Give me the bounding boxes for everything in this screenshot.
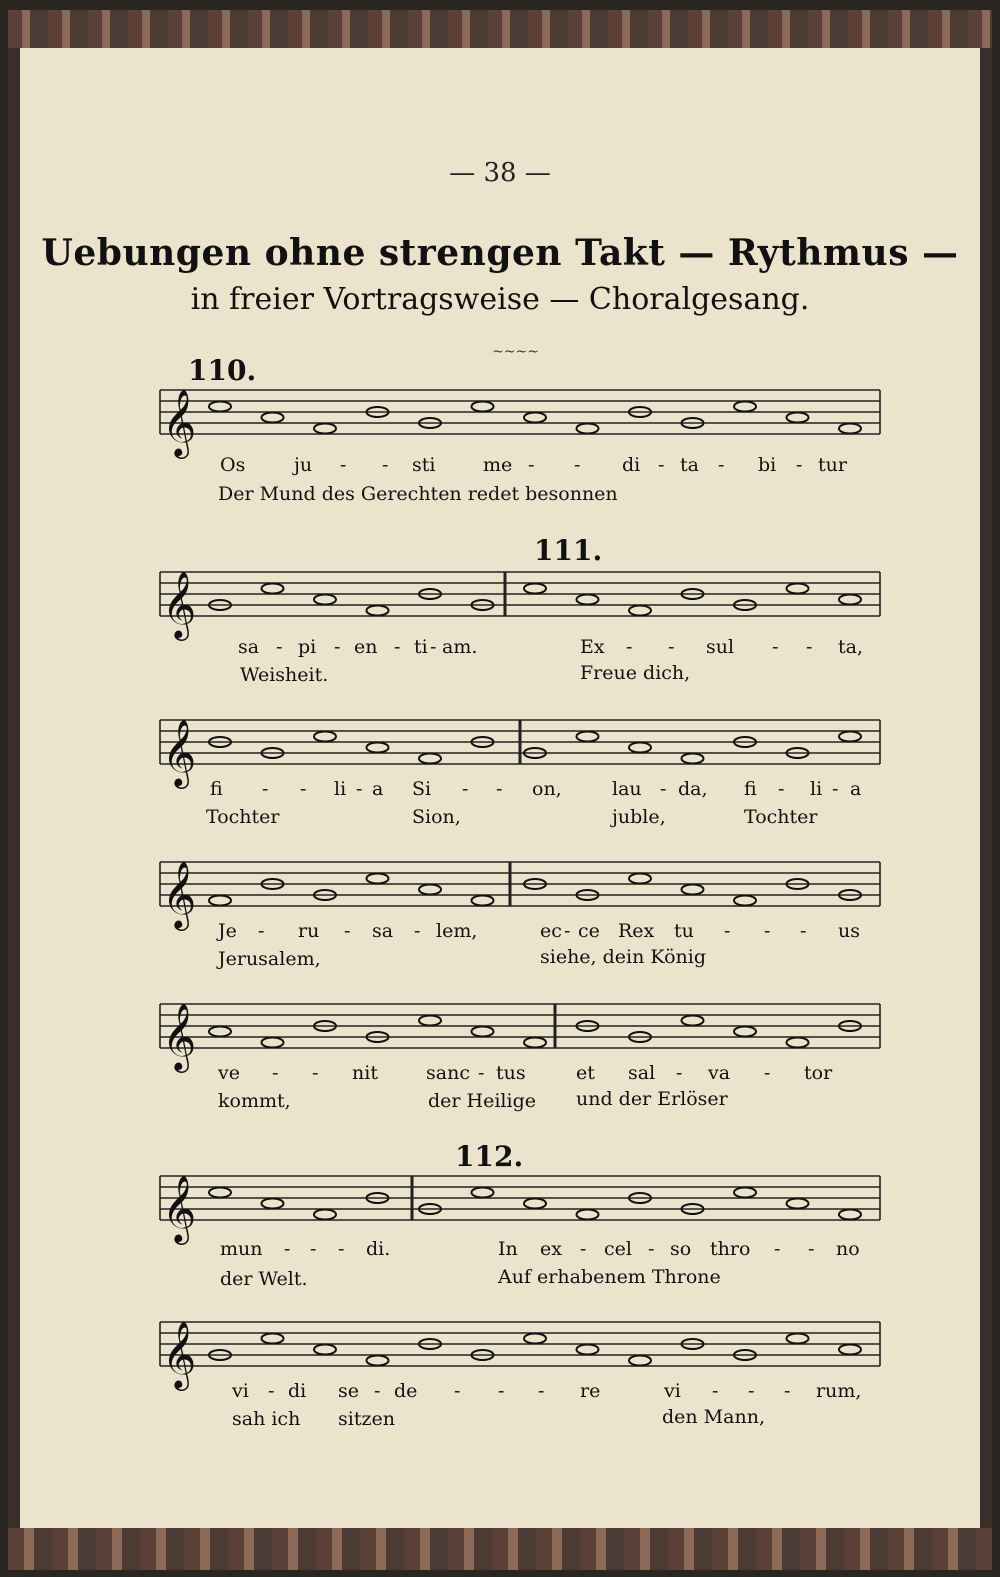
latin-syllable: - <box>658 454 665 476</box>
note-head <box>314 1345 336 1355</box>
latin-syllable: on, <box>532 778 562 800</box>
latin-syllable: mun <box>220 1238 263 1260</box>
latin-syllable: sa <box>238 636 260 658</box>
german-text: Auf erhabenem Throne <box>498 1266 721 1288</box>
note-head <box>262 584 284 594</box>
latin-syllable: ti <box>414 636 428 658</box>
latin-syllable: - <box>764 920 771 942</box>
german-text: Jerusalem, <box>218 948 321 970</box>
latin-syllable: sti <box>412 454 436 476</box>
latin-syllable: - <box>580 1238 587 1260</box>
latin-syllable: sul <box>706 636 735 658</box>
latin-syllable: - <box>796 454 803 476</box>
latin-syllable: no <box>836 1238 860 1260</box>
note-head <box>839 732 861 742</box>
note-head <box>262 1334 284 1344</box>
note-head <box>787 584 809 594</box>
latin-syllable: ve <box>218 1062 240 1084</box>
latin-syllable: - <box>268 1380 275 1402</box>
latin-syllable: - <box>430 636 437 658</box>
note-head <box>524 1334 546 1344</box>
latin-syllable: - <box>498 1380 505 1402</box>
latin-syllable: ce <box>578 920 600 942</box>
latin-syllable: - <box>808 1238 815 1260</box>
latin-syllable: - <box>454 1380 461 1402</box>
latin-syllable: ru <box>298 920 320 942</box>
german-text: Weisheit. <box>240 664 329 686</box>
latin-syllable: - <box>668 636 675 658</box>
note-head <box>734 1188 756 1198</box>
latin-syllable: di. <box>366 1238 391 1260</box>
note-head <box>472 1027 494 1037</box>
note-head <box>209 1188 231 1198</box>
latin-syllable: pi <box>298 636 317 658</box>
note-head <box>472 1188 494 1198</box>
treble-clef-icon: 𝄞 <box>162 1174 197 1242</box>
ornament-squiggle: ~~~~ <box>492 344 539 360</box>
latin-syllable: - <box>626 636 633 658</box>
latin-syllable: lau <box>612 778 642 800</box>
latin-syllable: Si <box>412 778 432 800</box>
treble-clef-icon: 𝄞 <box>162 388 197 456</box>
latin-syllable: sanc <box>426 1062 470 1084</box>
latin-syllable: - <box>774 1238 781 1260</box>
note-head <box>314 424 336 434</box>
latin-syllable: de <box>394 1380 418 1402</box>
note-head <box>209 896 231 906</box>
note-head <box>629 743 651 753</box>
latin-syllable: di <box>288 1380 307 1402</box>
note-head <box>524 1199 546 1209</box>
note-head <box>682 754 704 764</box>
latin-syllable: fi <box>744 778 757 800</box>
note-head <box>419 1016 441 1026</box>
latin-syllable: - <box>832 778 839 800</box>
latin-syllable: - <box>676 1062 683 1084</box>
latin-syllable: a <box>850 778 862 800</box>
latin-syllable: tu <box>674 920 694 942</box>
note-head <box>734 402 756 412</box>
latin-syllable: - <box>382 454 389 476</box>
note-head <box>367 743 389 753</box>
note-head <box>419 754 441 764</box>
german-text: Tochter <box>206 806 280 828</box>
latin-syllable: - <box>272 1062 279 1084</box>
latin-syllable: vi <box>664 1380 681 1402</box>
latin-syllable: - <box>660 778 667 800</box>
latin-syllable: ec <box>540 920 562 942</box>
title-line-2: in freier Vortragsweise — Choralgesang. <box>190 282 810 317</box>
latin-syllable: - <box>564 920 571 942</box>
note-head <box>577 1345 599 1355</box>
treble-clef-icon: 𝄞 <box>162 570 197 638</box>
latin-syllable: - <box>414 920 421 942</box>
latin-syllable: tur <box>818 454 847 476</box>
latin-syllable: - <box>356 778 363 800</box>
latin-syllable: - <box>344 920 351 942</box>
latin-syllable: In <box>498 1238 518 1260</box>
note-head <box>682 885 704 895</box>
latin-syllable: - <box>310 1238 317 1260</box>
latin-syllable: lem, <box>436 920 478 942</box>
latin-syllable: - <box>764 1062 771 1084</box>
latin-syllable: tus <box>496 1062 526 1084</box>
note-head <box>524 1038 546 1048</box>
german-text: sah ich <box>232 1408 301 1430</box>
note-head <box>472 402 494 412</box>
latin-syllable: rum, <box>816 1380 862 1402</box>
note-head <box>839 1345 861 1355</box>
note-head <box>839 424 861 434</box>
note-head <box>629 874 651 884</box>
note-head <box>839 1210 861 1220</box>
note-head <box>209 402 231 412</box>
note-head <box>262 413 284 423</box>
latin-syllable: - <box>712 1380 719 1402</box>
latin-syllable: - <box>300 778 307 800</box>
note-head <box>577 732 599 742</box>
note-head <box>577 595 599 605</box>
latin-syllable: en <box>354 636 378 658</box>
latin-syllable: Je <box>218 920 237 942</box>
note-head <box>787 1334 809 1344</box>
note-head <box>367 1356 389 1366</box>
latin-syllable: fi <box>210 778 223 800</box>
latin-syllable: - <box>724 920 731 942</box>
note-head <box>419 885 441 895</box>
latin-syllable: et <box>576 1062 595 1084</box>
note-head <box>524 584 546 594</box>
latin-syllable: - <box>284 1238 291 1260</box>
latin-syllable: - <box>538 1380 545 1402</box>
note-head <box>682 1016 704 1026</box>
note-head <box>577 1210 599 1220</box>
note-head <box>734 1027 756 1037</box>
latin-syllable: Os <box>220 454 246 476</box>
latin-syllable: am. <box>442 636 478 658</box>
treble-clef-icon: 𝄞 <box>162 1320 197 1388</box>
latin-syllable: va <box>708 1062 731 1084</box>
latin-syllable: - <box>340 454 347 476</box>
latin-syllable: ta <box>680 454 699 476</box>
note-head <box>472 896 494 906</box>
latin-syllable: - <box>648 1238 655 1260</box>
latin-syllable: us <box>838 920 860 942</box>
exercise-number-111: 111. <box>534 534 603 567</box>
latin-syllable: di <box>622 454 641 476</box>
latin-syllable: tor <box>804 1062 833 1084</box>
german-text: Tochter <box>744 806 818 828</box>
latin-syllable: thro <box>710 1238 751 1260</box>
latin-syllable: - <box>778 778 785 800</box>
note-head <box>209 1027 231 1037</box>
title-line-1: Uebungen ohne strengen Takt — Rythmus — <box>41 232 959 274</box>
german-text: sitzen <box>338 1408 395 1430</box>
latin-syllable: - <box>772 636 779 658</box>
note-head <box>629 606 651 616</box>
latin-syllable: sal <box>628 1062 656 1084</box>
latin-syllable: ex <box>540 1238 562 1260</box>
latin-syllable: - <box>718 454 725 476</box>
latin-syllable: - <box>800 920 807 942</box>
latin-syllable: - <box>478 1062 485 1084</box>
german-text: den Mann, <box>662 1406 765 1428</box>
note-head <box>839 595 861 605</box>
latin-syllable: cel <box>604 1238 632 1260</box>
exercise-number-112: 112. <box>455 1140 524 1173</box>
german-text: Freue dich, <box>580 662 691 684</box>
note-head <box>262 1038 284 1048</box>
note-head <box>787 1199 809 1209</box>
treble-clef-icon: 𝄞 <box>162 860 197 928</box>
latin-syllable: ju <box>294 454 313 476</box>
german-text: Sion, <box>412 806 461 828</box>
note-head <box>787 413 809 423</box>
german-text: kommt, <box>218 1090 291 1112</box>
latin-syllable: me <box>483 454 513 476</box>
latin-syllable: - <box>784 1380 791 1402</box>
german-text: Der Mund des Gerechten redet besonnen <box>218 483 618 505</box>
latin-syllable: re <box>580 1380 601 1402</box>
latin-syllable: da, <box>678 778 708 800</box>
note-head <box>734 896 756 906</box>
latin-syllable: - <box>338 1238 345 1260</box>
latin-syllable: li <box>334 778 347 800</box>
german-text: der Heilige <box>428 1090 536 1112</box>
latin-syllable: - <box>276 636 283 658</box>
note-head <box>577 424 599 434</box>
latin-syllable: - <box>258 920 265 942</box>
note-head <box>314 595 336 605</box>
latin-syllable: - <box>462 778 469 800</box>
note-head <box>787 1038 809 1048</box>
latin-syllable: ta, <box>838 636 864 658</box>
exercise-number-110: 110. <box>188 354 257 387</box>
note-head <box>629 1356 651 1366</box>
latin-syllable: sa <box>372 920 394 942</box>
latin-syllable: se <box>338 1380 359 1402</box>
note-head <box>314 1210 336 1220</box>
latin-syllable: li <box>810 778 823 800</box>
latin-syllable: - <box>748 1380 755 1402</box>
note-head <box>524 413 546 423</box>
german-text: der Welt. <box>220 1268 308 1290</box>
german-text: juble, <box>612 806 666 828</box>
latin-syllable: - <box>528 454 535 476</box>
german-text: siehe, dein König <box>540 946 706 968</box>
latin-syllable: - <box>806 636 813 658</box>
latin-syllable: a <box>372 778 384 800</box>
note-head <box>314 732 336 742</box>
latin-syllable: vi <box>232 1380 249 1402</box>
treble-clef-icon: 𝄞 <box>162 1002 197 1070</box>
note-head <box>367 606 389 616</box>
latin-syllable: - <box>496 778 503 800</box>
german-text: und der Erlöser <box>576 1088 728 1110</box>
page-number: — 38 — <box>449 158 551 188</box>
treble-clef-icon: 𝄞 <box>162 718 197 786</box>
latin-syllable: - <box>312 1062 319 1084</box>
note-head <box>367 874 389 884</box>
latin-syllable: - <box>374 1380 381 1402</box>
latin-syllable: - <box>574 454 581 476</box>
latin-syllable: Rex <box>618 920 655 942</box>
latin-syllable: - <box>262 778 269 800</box>
latin-syllable: - <box>334 636 341 658</box>
latin-syllable: so <box>670 1238 692 1260</box>
latin-syllable: bi <box>758 454 777 476</box>
note-head <box>262 1199 284 1209</box>
latin-syllable: nit <box>352 1062 378 1084</box>
latin-syllable: Ex <box>580 636 605 658</box>
latin-syllable: - <box>394 636 401 658</box>
